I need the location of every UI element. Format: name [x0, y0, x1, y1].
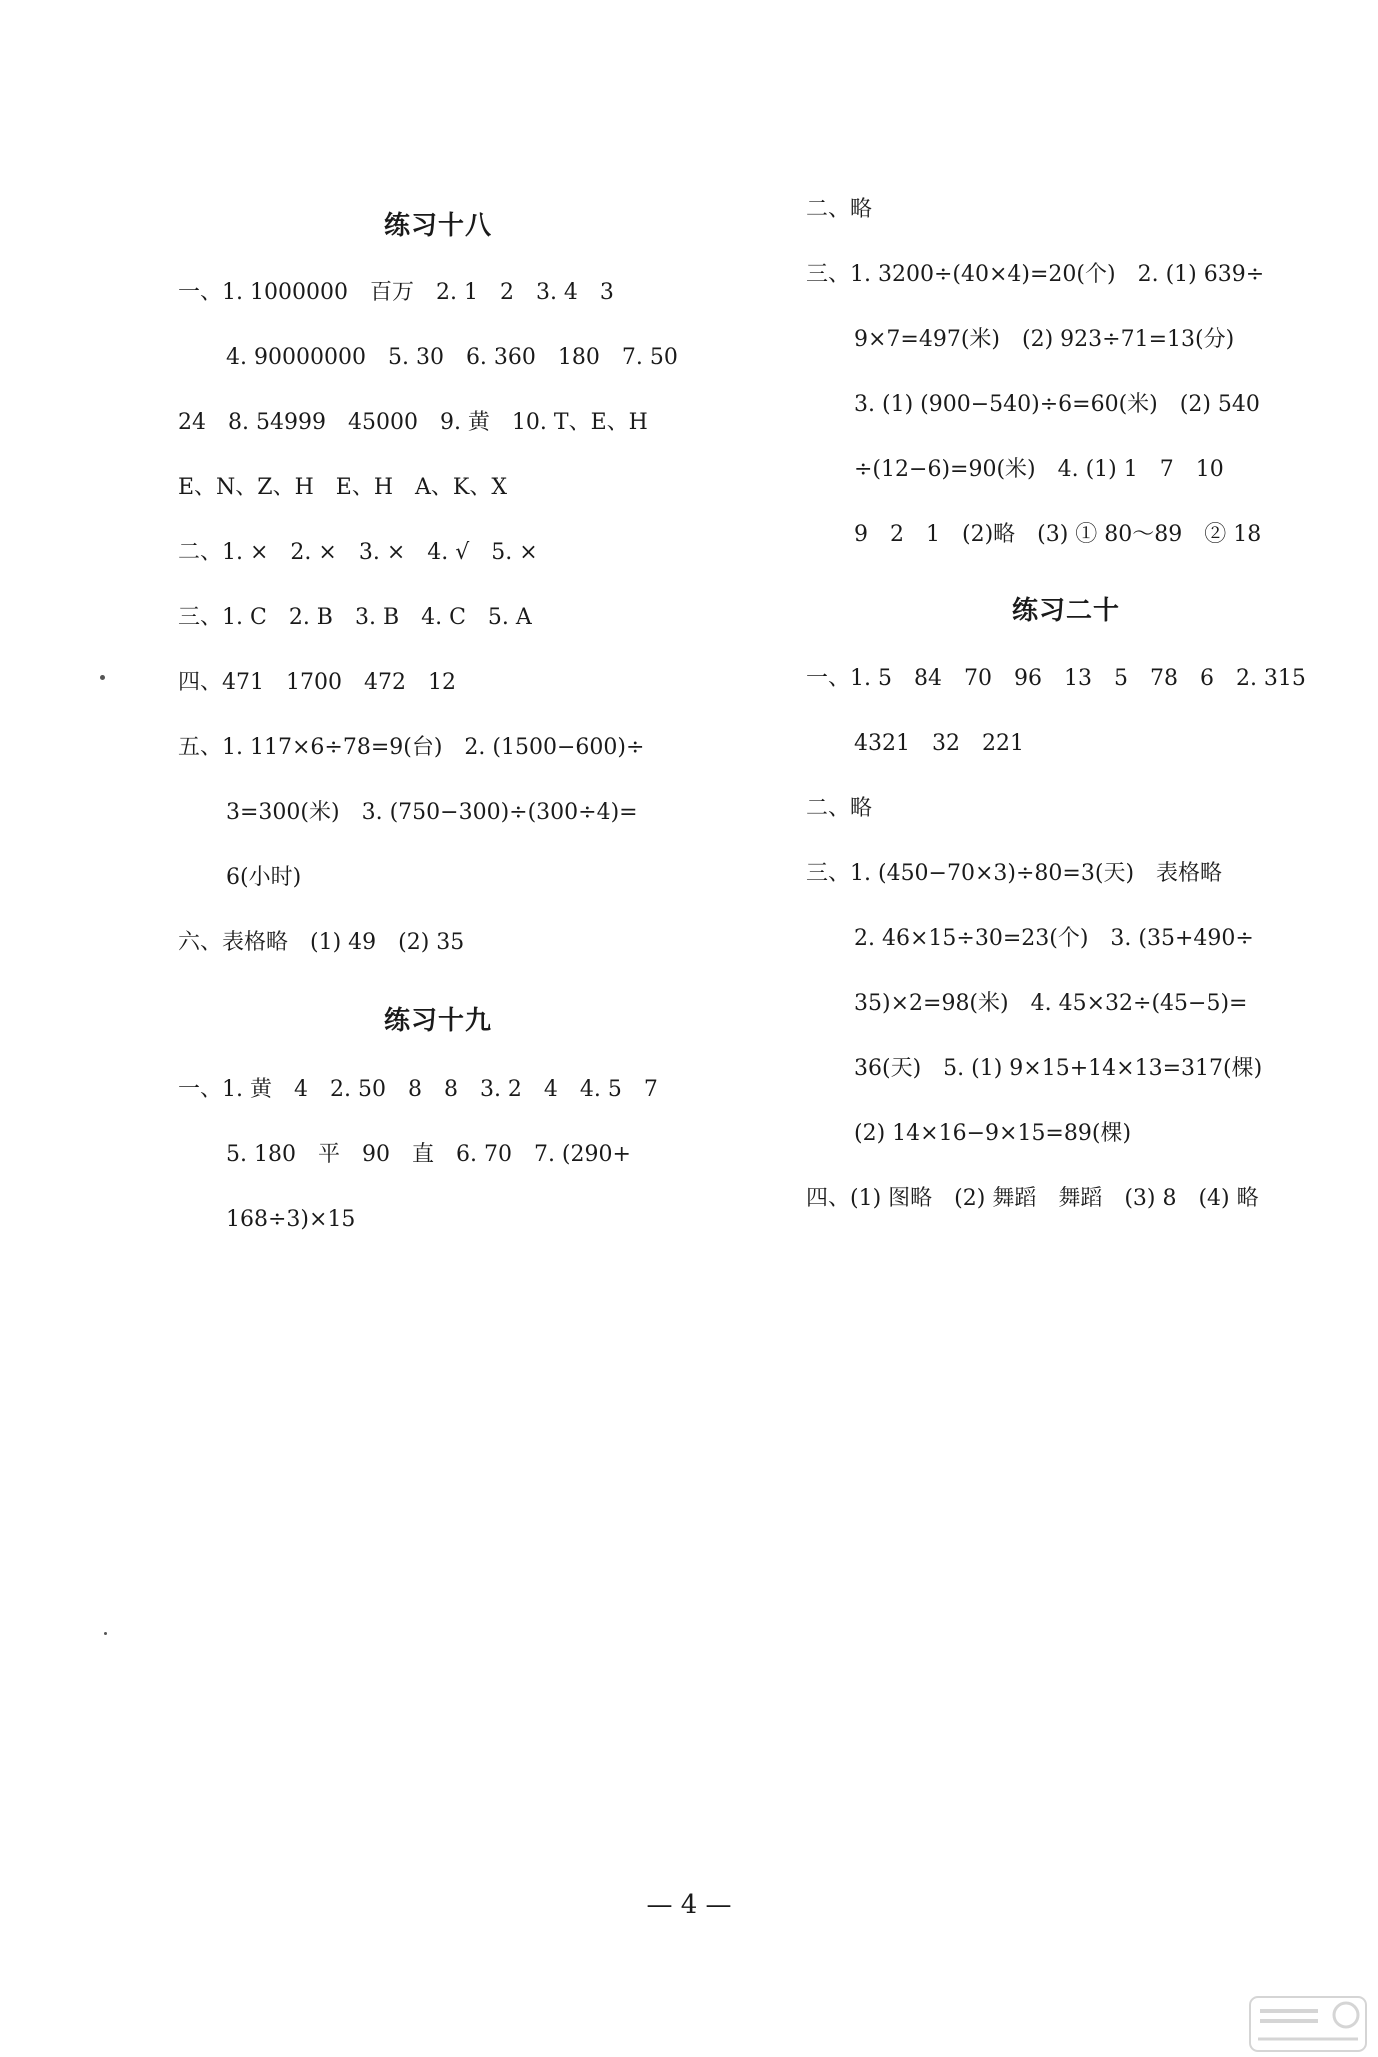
answer-line: 三、1. 3200÷(40×4)=20(个) 2. (1) 639÷: [806, 262, 1265, 287]
answer-line: 一、1. 1000000 百万 2. 1 2 3. 4 3: [178, 280, 614, 305]
answer-line: 4. 90000000 5. 30 6. 360 180 7. 50: [226, 345, 678, 370]
answer-line: 9×7=497(米) (2) 923÷71=13(分): [854, 327, 1235, 352]
section-title-19: 练习十九: [383, 1006, 492, 1036]
answer-line: 168÷3)×15: [226, 1207, 356, 1232]
answer-line: 9 2 1 (2)略 (3) ① 80～89 ② 18: [854, 522, 1262, 547]
answer-line: 24 8. 54999 45000 9. 黄 10. T、E、H: [178, 410, 648, 435]
section-title-18: 练习十八: [383, 211, 492, 241]
answer-line: 二、1. × 2. × 3. × 4. √ 5. ×: [178, 540, 538, 565]
answer-line: 二、略: [806, 197, 873, 222]
answer-line: 三、1. (450−70×3)÷80=3(天) 表格略: [806, 861, 1223, 886]
answer-line: 一、1. 5 84 70 96 13 5 78 6 2. 315: [806, 666, 1306, 691]
section-title-20: 练习二十: [1011, 596, 1120, 626]
answer-line: 6(小时): [226, 865, 302, 890]
answer-line: 三、1. C 2. B 3. B 4. C 5. A: [178, 605, 532, 630]
answer-line: 2. 46×15÷30=23(个) 3. (35+490÷: [854, 926, 1254, 951]
answer-line: E、N、Z、H E、H A、K、X: [178, 475, 508, 500]
answer-line: 一、1. 黄 4 2. 50 8 8 3. 2 4 4. 5 7: [178, 1077, 658, 1102]
page-number: — 4 —: [646, 1890, 732, 1920]
scan-speck: [104, 1632, 107, 1635]
answer-line: 5. 180 平 90 直 6. 70 7. (290+: [226, 1142, 631, 1167]
answer-line: 五、1. 117×6÷78=9(台) 2. (1500−600)÷: [178, 735, 645, 760]
answer-line: 二、略: [806, 796, 873, 821]
answer-line: 3=300(米) 3. (750−300)÷(300÷4)=: [226, 800, 638, 825]
answer-line: 3. (1) (900−540)÷6=60(米) (2) 540: [854, 392, 1260, 417]
answer-line: 四、471 1700 472 12: [178, 670, 456, 695]
answer-line: 35)×2=98(米) 4. 45×32÷(45−5)=: [854, 991, 1248, 1016]
answer-line: (2) 14×16−9×15=89(棵): [854, 1121, 1132, 1146]
answer-line: 四、(1) 图略 (2) 舞蹈 舞蹈 (3) 8 (4) 略: [806, 1186, 1259, 1211]
answer-line: 六、表格略 (1) 49 (2) 35: [178, 930, 465, 955]
answer-line: ÷(12−6)=90(米) 4. (1) 1 7 10: [854, 457, 1224, 482]
scan-speck: [100, 675, 105, 680]
watermark-logo-icon: [1248, 1995, 1368, 2053]
answer-line: 36(天) 5. (1) 9×15+14×13=317(棵): [854, 1056, 1263, 1081]
answer-line: 4321 32 221: [854, 731, 1024, 756]
